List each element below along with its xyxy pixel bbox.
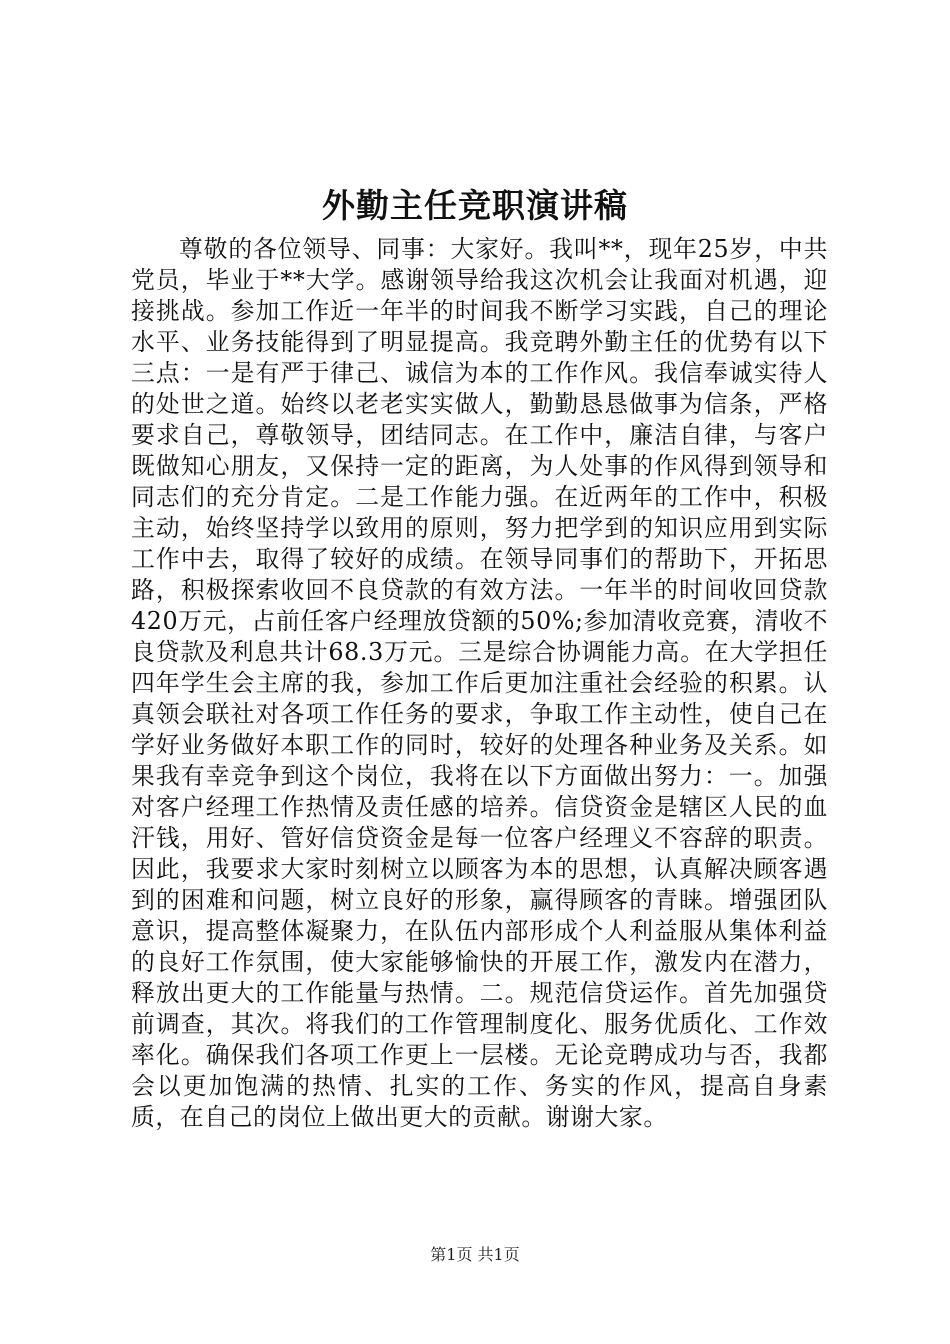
page-footer: 第1页 共1页	[430, 1245, 520, 1264]
document-title: 外勤主任竞职演讲稿	[322, 186, 628, 225]
document-body: 尊敬的各位领导、同事：大家好。我叫**，现年25岁，中共党员，毕业于**大学。感谢领导给我这次机会让我面对机遇，迎接挑战。参加工作近一年半的时间我不断学习实践，自己的理论水平、业务技能得到了明显提高。我竞聘外勤主任的优势有以下三点：一是有严于律己、诚信为本的工作作风。我信奉诚实待人的处世之道。始终以老老实实做人，勤勤恳恳做事为信条，严格要求自己，尊敬领导，团结同志。在工作中，廉洁自律，与客户既做知心朋友，又保持一定的距离，为人处事的作风得到领导和同志们的充分肯定。二是工作能力强。在近两年的工作中，积极主动，始终坚持学以致用的原则，努力把学到的知识应用到实际工作中去，取得了较好的成绩。在领导同事们的帮助下，开拓思路，积极探索收回不良贷款的有效方法。一年半的时间收回贷款420万元，占前任客户经理放贷额的50%;参加清收竞赛，清收不良贷款及利息共计68.3万元。三是综合协调能力高。在大学担任四年学生会主席的我，参加工作后更加注重社会经验的积累。认真领会联社对各项工作任务的要求，争取工作主动性，使自己在学好业务做好本职工作的同时，较好的处理各种业务及关系。如果我有幸竞争到这个岗位，我将在以下方面做出努力：一。加强对客户经理工作热情及责任感的培养。信贷资金是辖区人民的血汗钱，用好、管好信贷资金是每一位客户经理义不容辞的职责。因此，我要求大家时刻树立以顾客为本的思想，认真解决顾客遇到的困难和问题，树立良好的形象，赢得顾客的青睐。增强团队意识，提高整体凝聚力，在队伍内部形成个人利益服从集体利益的良好工作氛围，使大家能够愉快的开展工作，激发内在潜力，释放出更大的工作能量与热情。二。规范信贷运作。首先加强贷前调查，其次。将我们的工作管理制度化、服务优质化、工作效率化。确保我们各项工作更上一层楼。无论竞聘成功与否，我都会以更加饱满的热情、扎实的工作、务实的作风，提高自身素质，在自己的岗位上做出更大的贡献。谢谢大家。	[131, 235, 828, 1131]
